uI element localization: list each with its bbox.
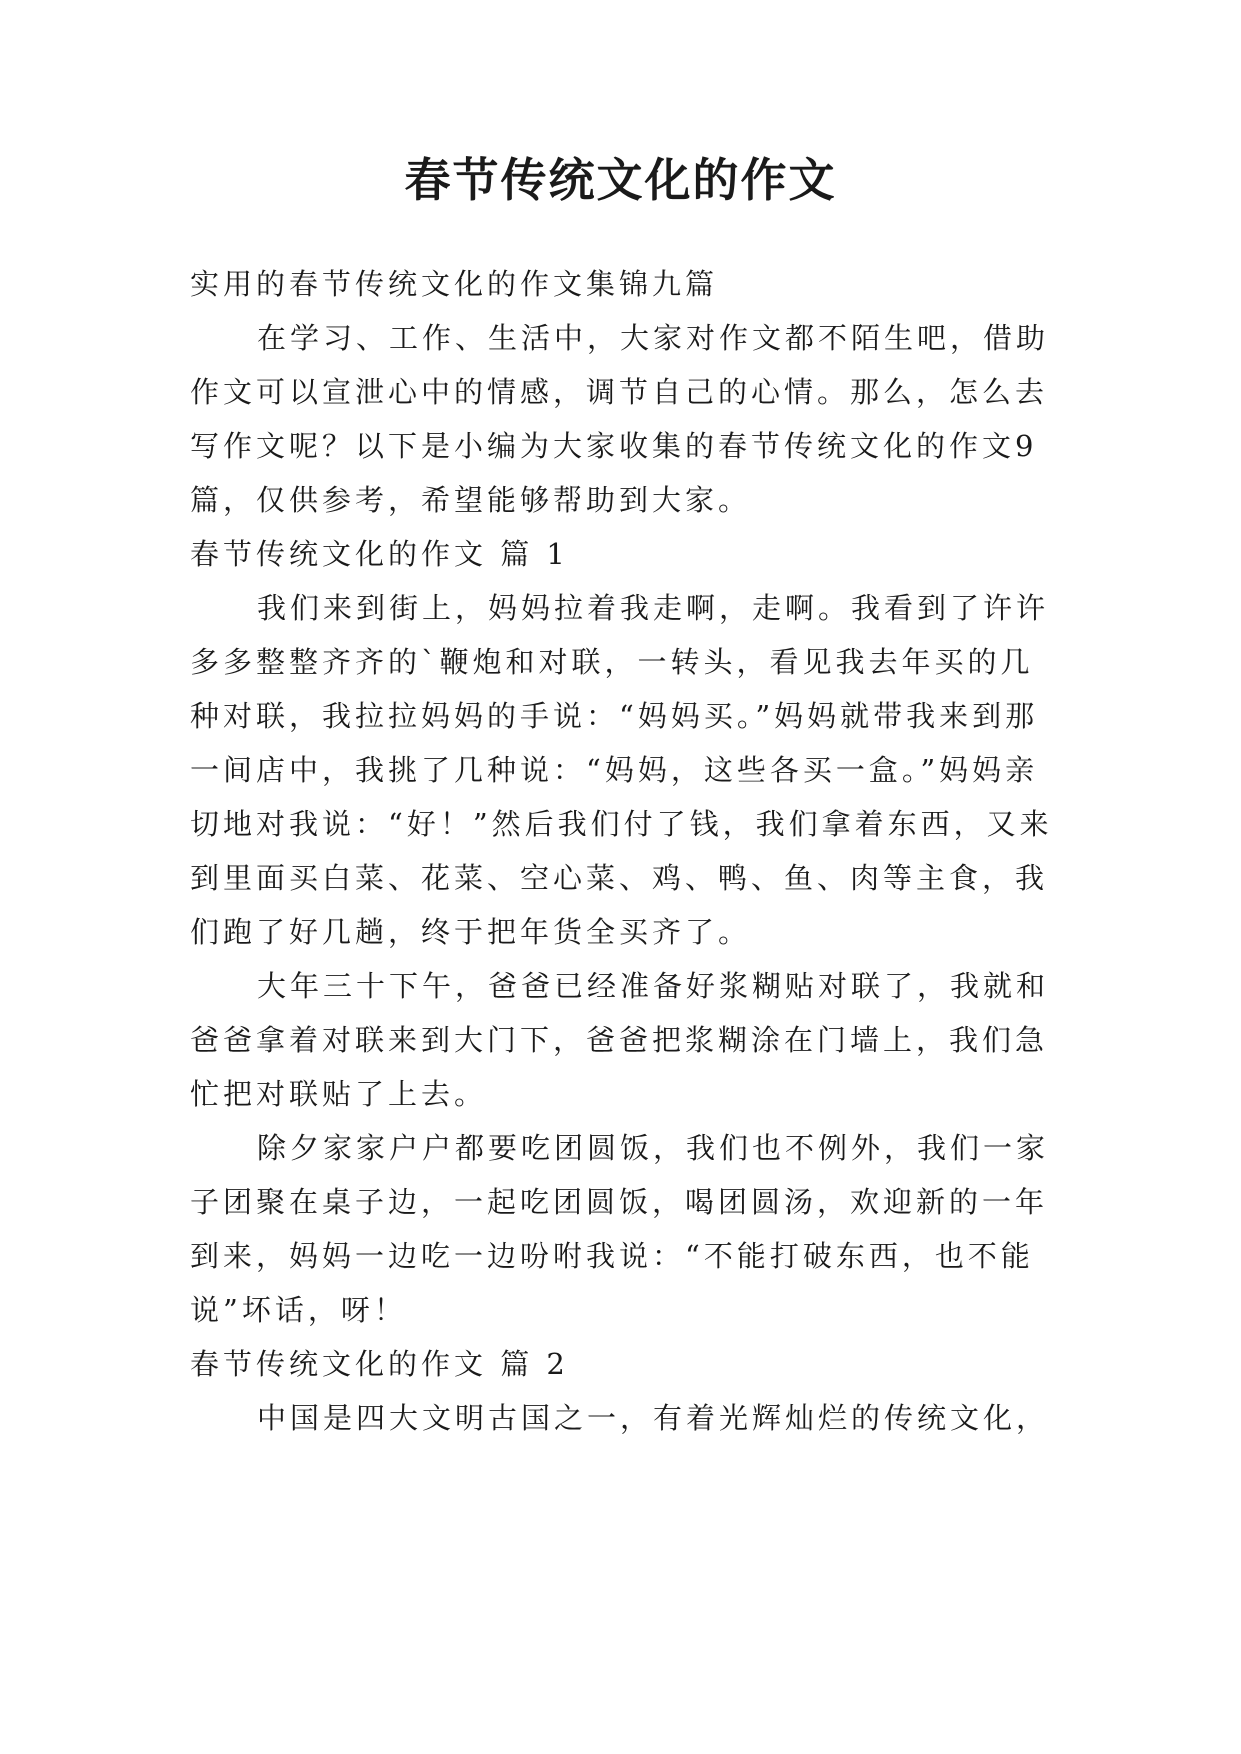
paragraph-line: 们跑了好几趟，终于把年货全买齐了。 [190, 915, 752, 949]
paragraph-line: 忙把对联贴了上去。 [190, 1077, 488, 1111]
section-heading-2: 春节传统文化的作文 篇 2 [190, 1347, 569, 1381]
paragraph-line: 到来，妈妈一边吃一边吩咐我说：“不能打破东西，也不能 [190, 1239, 1034, 1273]
intro-line: 写作文呢？以下是小编为大家收集的春节传统文化的作文9 [190, 429, 1038, 463]
paragraph-line: 说”坏话，呀！ [190, 1293, 407, 1327]
intro-line: 篇，仅供参考，希望能够帮助到大家。 [190, 483, 752, 517]
paragraph-line: 爸爸拿着对联来到大门下，爸爸把浆糊涂在门墙上，我们急 [190, 1023, 1049, 1057]
paragraph-line: 到里面买白菜、花菜、空心菜、鸡、鸭、鱼、肉等主食，我 [190, 861, 1049, 895]
paragraph-line: 子团聚在桌子边，一起吃团圆饭，喝团圆汤，欢迎新的一年 [190, 1185, 1049, 1219]
paragraph-line: 种对联，我拉拉妈妈的手说：“妈妈买。”妈妈就带我来到那 [190, 699, 1039, 733]
paragraph-line: 我们来到街上，妈妈拉着我走啊，走啊。我看到了许许 [257, 591, 1050, 625]
paragraph-line: 切地对我说：“好！”然后我们付了钱，我们拿着东西，又来 [190, 807, 1053, 841]
page-title: 春节传统文化的作文 [404, 153, 837, 207]
section-heading-1: 春节传统文化的作文 篇 1 [190, 537, 569, 571]
intro-line: 在学习、工作、生活中，大家对作文都不陌生吧，借助 [257, 321, 1050, 355]
paragraph-line: 除夕家家户户都要吃团圆饭，我们也不例外，我们一家 [257, 1131, 1050, 1165]
subtitle: 实用的春节传统文化的作文集锦九篇 [190, 267, 719, 301]
paragraph-line: 一间店中，我挑了几种说：“妈妈，这些各买一盒。”妈妈亲 [190, 753, 1039, 787]
intro-line: 作文可以宣泄心中的情感，调节自己的心情。那么，怎么去 [190, 375, 1049, 409]
paragraph-line: 多多整整齐齐的`鞭炮和对联，一转头，看见我去年买的几 [190, 645, 1034, 679]
paragraph-line: 中国是四大文明古国之一，有着光辉灿烂的传统文化， [257, 1401, 1050, 1435]
paragraph-line: 大年三十下午，爸爸已经准备好浆糊贴对联了，我就和 [257, 969, 1050, 1003]
